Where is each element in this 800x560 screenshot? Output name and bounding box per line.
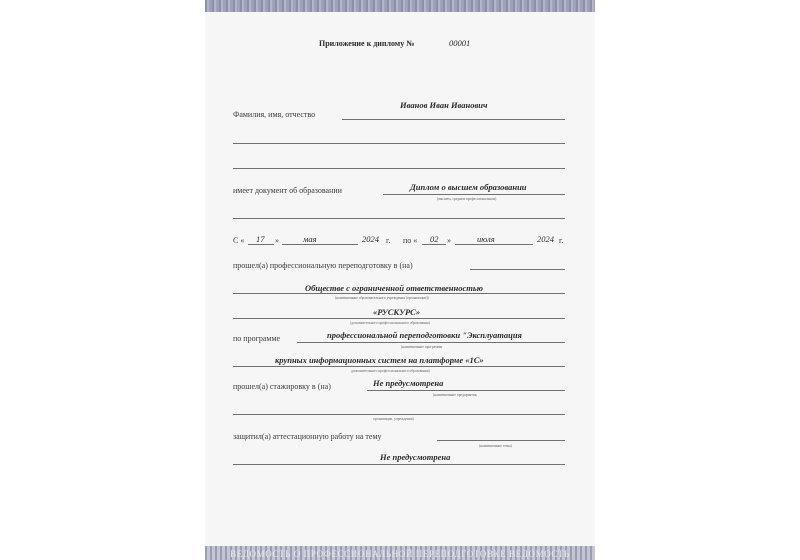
org-caption1: (наименование образовательного учреждения (организации)) [335, 296, 429, 300]
program-caption2: дополнительного профессионального образования) [351, 369, 430, 373]
thesis-label: защитил(а) аттестационную работу на тему [233, 432, 382, 441]
education-value: Диплом о высшем образовании [410, 182, 527, 192]
program-line2: крупных информационных систем на платформе «1С» [275, 355, 484, 365]
to-day-underline [422, 244, 446, 245]
internship-underline [367, 390, 565, 391]
from-day-underline [248, 244, 274, 245]
band-text: ВЕДОМОСТЬ О ПРОФЕССИОНАЛЬНОЙ ПЕРЕПОДГОТОВКЕ ВЕДОМОСТЬ [230, 549, 570, 559]
name-label: Фамилия, имя, отчество [233, 110, 316, 119]
education-label: имеет документ об образовании [233, 186, 342, 195]
program-line2-underline [233, 366, 565, 367]
bottom-security-band [205, 546, 595, 560]
internship-second-underline [233, 414, 565, 415]
to-year: 2024 [537, 234, 554, 244]
to-year-suffix: г. [559, 236, 564, 245]
thesis-value-underline [233, 464, 565, 465]
to-month-underline [455, 244, 533, 245]
from-prefix: С « [233, 236, 245, 245]
to-month: июля [477, 234, 495, 244]
from-quote-close: » [275, 236, 279, 245]
retraining-org-line1: Обществе с ограниченной ответственностью [305, 283, 483, 293]
thesis-caption: (наименование темы) [479, 444, 512, 448]
from-year: 2024 [362, 234, 379, 244]
name-value: Иванов Иван Иванович [400, 100, 488, 110]
education-caption: (высшем, среднем профессиональном) [437, 197, 497, 201]
internship-caption1: (наименование предприятия, [433, 393, 478, 397]
appendix-title: Приложение к диплому № [319, 39, 415, 48]
name-underline [342, 119, 565, 120]
to-day: 02 [430, 234, 439, 244]
program-line1-underline [297, 342, 565, 343]
program-caption1: (наименование программы [401, 345, 443, 349]
from-year-suffix: г. [386, 236, 391, 245]
blank-line [233, 168, 565, 169]
blank-line [233, 143, 565, 144]
blank-line [233, 218, 565, 219]
from-month: мая [303, 234, 317, 244]
internship-caption2: организации, учреждения) [373, 417, 414, 421]
education-underline [383, 194, 565, 195]
diploma-appendix-page [205, 0, 595, 560]
retraining-org-line2: «РУСКУРС» [373, 307, 421, 317]
program-line1: профессиональной переподготовки "Эксплуатация [327, 330, 522, 340]
org-caption2: (дополнительного профессионального образования) [350, 321, 430, 325]
program-label: по программе [233, 334, 281, 343]
org-line1-underline [233, 293, 565, 294]
diploma-number: 00001 [449, 38, 471, 48]
thesis-value: Не предусмотрена [380, 452, 451, 462]
from-day: 17 [256, 234, 265, 244]
from-month-underline [282, 244, 358, 245]
retraining-underline [470, 269, 565, 270]
to-prefix: по « [403, 236, 418, 245]
to-quote-close: » [447, 236, 451, 245]
org-line2-underline [233, 318, 565, 319]
internship-value: Не предусмотрена [373, 378, 444, 388]
top-security-band [205, 0, 595, 12]
thesis-underline [437, 440, 565, 441]
internship-label: прошел(а) стажировку в (на) [233, 382, 331, 391]
retraining-label: прошел(а) профессиональную переподготовку в (на) [233, 261, 413, 270]
